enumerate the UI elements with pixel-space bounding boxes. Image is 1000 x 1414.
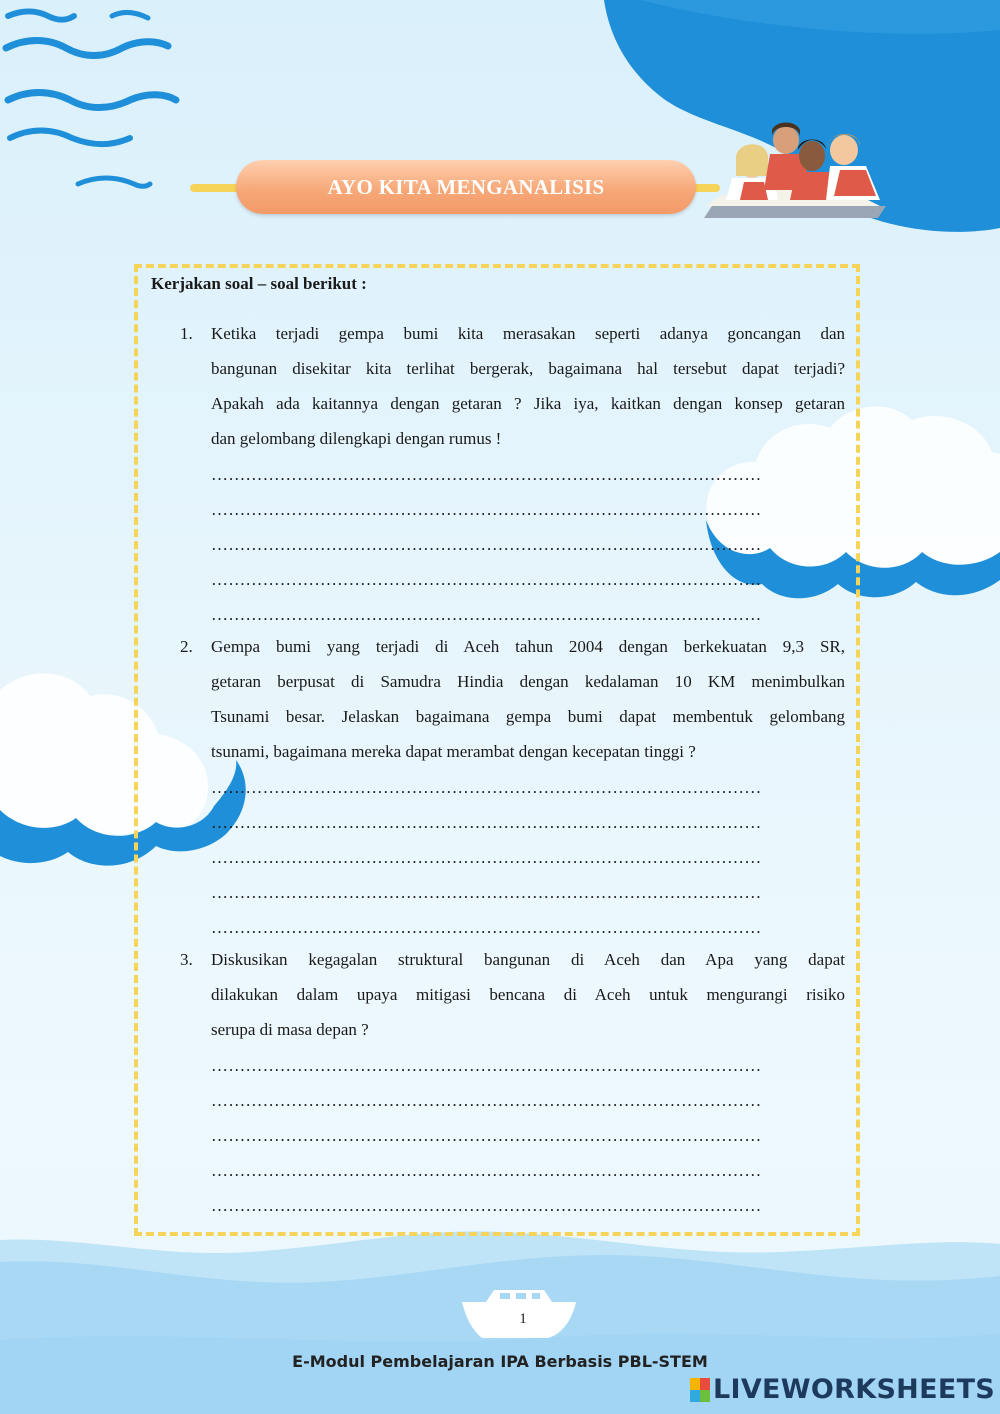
answer-line[interactable]: …………………………………………………………………………………… <box>211 848 762 867</box>
question-number: 1. <box>180 324 193 343</box>
answer-line[interactable]: …………………………………………………………………………………… <box>211 605 762 624</box>
brand-name: LIVEWORKSHEETS <box>713 1374 996 1405</box>
instruction-text: Kerjakan soal – soal berikut : <box>151 274 367 293</box>
answer-line[interactable]: …………………………………………………………………………………… <box>211 570 762 589</box>
section-title-banner <box>190 160 720 216</box>
question-1 <box>180 316 845 456</box>
question-line: Apakah ada kaitannya dengan getaran ? Jika iya, kaitkan dengan konsep getaran <box>211 394 845 413</box>
module-title: E-Modul Pembelajaran IPA Berbasis PBL-STEM <box>292 1352 708 1371</box>
answer-line[interactable]: …………………………………………………………………………………… <box>211 918 762 937</box>
answer-line[interactable]: …………………………………………………………………………………… <box>211 778 762 797</box>
answer-line[interactable]: …………………………………………………………………………………… <box>211 883 762 902</box>
question-line: dan gelombang dilengkapi dengan rumus ! <box>211 429 502 448</box>
question-number: 2. <box>180 637 193 656</box>
question-line: getaran berpusat di Samudra Hindia dengan kedalaman 10 KM menimbulkan <box>211 672 845 691</box>
question-line: Gempa bumi yang terjadi di Aceh tahun 2004 dengan berkekuatan 9,3 SR, <box>211 637 845 656</box>
answer-line[interactable]: …………………………………………………………………………………… <box>211 1196 762 1215</box>
liveworksheets-logo-icon <box>690 1378 710 1402</box>
wave-lines-decoration <box>6 12 176 187</box>
answer-line[interactable]: …………………………………………………………………………………… <box>211 500 762 519</box>
answer-line[interactable]: …………………………………………………………………………………… <box>211 813 762 832</box>
answer-line[interactable]: …………………………………………………………………………………… <box>211 1091 762 1110</box>
question-line: Tsunami besar. Jelaskan bagaimana gempa bumi dapat membentuk gelombang <box>211 707 845 726</box>
answer-line[interactable]: …………………………………………………………………………………… <box>211 1126 762 1145</box>
answer-line[interactable]: …………………………………………………………………………………… <box>211 1056 762 1075</box>
question-line: bangunan disekitar kita terlihat bergerak, bagaimana hal tersebut dapat terjadi? <box>211 359 845 378</box>
question-2 <box>180 629 845 769</box>
question-line: tsunami, bagaimana mereka dapat merambat dengan kecepatan tinggi ? <box>211 742 696 761</box>
page-number: 1 <box>519 1311 527 1327</box>
question-line: serupa di masa depan ? <box>211 1020 369 1039</box>
question-line: Ketika terjadi gempa bumi kita merasakan seperti adanya goncangan dan <box>211 324 845 343</box>
question-number: 3. <box>180 950 193 969</box>
answer-line[interactable]: …………………………………………………………………………………… <box>211 465 762 484</box>
answer-line[interactable]: …………………………………………………………………………………… <box>211 1161 762 1180</box>
liveworksheets-logo[interactable] <box>690 1374 995 1405</box>
answer-line[interactable]: …………………………………………………………………………………… <box>211 535 762 554</box>
section-title: AYO KITA MENGANALISIS <box>236 160 696 214</box>
question-line: Diskusikan kegagalan struktural bangunan di Aceh dan Apa yang dapat <box>211 950 845 969</box>
question-3 <box>180 942 845 1047</box>
question-line: dilakukan dalam upaya mitigasi bencana di Aceh untuk mengurangi risiko <box>211 985 845 1004</box>
